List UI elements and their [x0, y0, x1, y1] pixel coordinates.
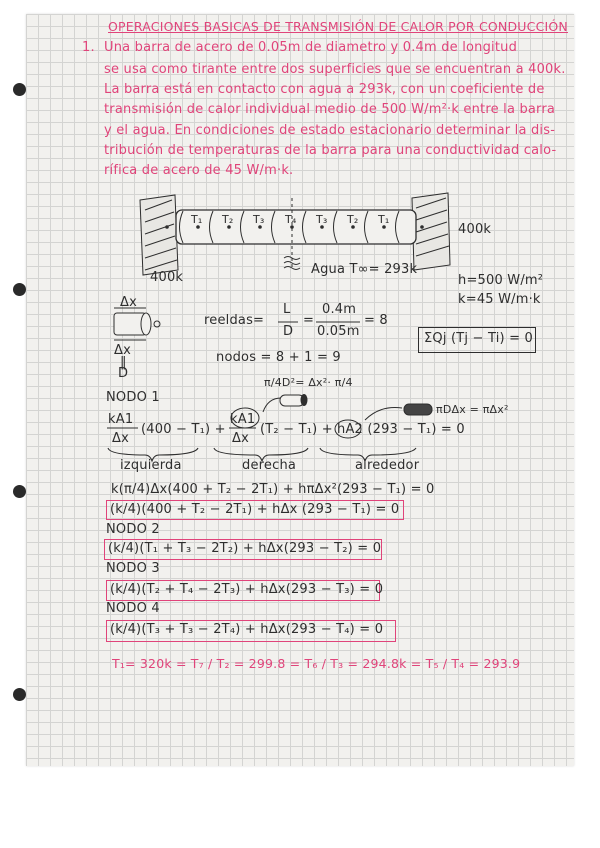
term-denominator: Δx [232, 431, 249, 446]
cells-result: = 8 [364, 313, 388, 328]
problem-line: y el agua. En condiciones de estado estacionario determinar la dis- [104, 123, 556, 138]
dx-label: Δx [114, 343, 131, 358]
node4-heading: NODO 4 [106, 601, 160, 616]
node-label: T₁ [378, 213, 390, 226]
term-numerator: kA1 [230, 412, 256, 427]
problem-line: La barra está en contacto con agua a 293k, con un coeficiente de [104, 82, 545, 97]
term-denominator: Δx [112, 431, 129, 446]
term-body: (T₂ − T₁) + [260, 422, 333, 437]
term-body: hA2 (293 − T₁) = 0 [337, 422, 465, 437]
problem-number: 1. [82, 40, 95, 55]
results-line: T₁= 320k = T₇ / T₂ = 299.8 = T₆ / T₃ = 294.8k = T₅ / T₄ = 293.9 [112, 656, 521, 671]
nodes-count: nodos = 8 + 1 = 9 [216, 350, 341, 365]
node-label: T₄ [285, 213, 297, 226]
node1-equation: (k/4)(400 + T₂ − 2T₁) + hΔx (293 − T₁) = 0 [110, 502, 400, 517]
k-value: k=45 W/m·k [458, 292, 541, 307]
fraction-denominator: 0.05m [317, 324, 360, 339]
left-temperature: 400k [150, 270, 184, 285]
node1-heading: NODO 1 [106, 390, 160, 405]
diameter-label: D [118, 366, 129, 381]
brace-label: alrededor [355, 458, 420, 473]
node3-heading: NODO 3 [106, 561, 160, 576]
problem-line: Una barra de acero de 0.05m de diametro y 0.4m de longitud [104, 40, 518, 55]
node4-equation: (k/4)(T₃ + T₃ − 2T₄) + hΔx(293 − T₄) = 0 [110, 622, 384, 637]
equals-vertical: ‖ [120, 355, 127, 370]
brace-label: derecha [242, 458, 297, 473]
equals-sign: = [303, 313, 315, 328]
dx-label: Δx [120, 295, 137, 310]
sum-formula: ΣQj (Tj − Ti) = 0 [424, 331, 534, 346]
cylinder-element-sketch [114, 308, 160, 340]
right-temperature: 400k [458, 222, 492, 237]
term-numerator: kA1 [108, 412, 134, 427]
cells-label: reeldas= [204, 313, 265, 328]
node-label: T₁ [191, 213, 203, 226]
h-value: h=500 W/m² [458, 273, 544, 288]
water-icon [284, 257, 300, 270]
fraction-numerator: 0.4m [322, 302, 357, 317]
node-label: T₂ [222, 213, 234, 226]
fraction-numerator: L [283, 302, 291, 317]
area-note: π/4D²= Δx²· π/4 [264, 376, 353, 389]
node-label: T₂ [347, 213, 359, 226]
fraction-denominator: D [283, 324, 294, 339]
problem-line: transmisión de calor individual medio de 500 W/m²·k entre la barra [104, 102, 556, 117]
problem-line: tribución de temperaturas de la barra para una conductividad calo- [104, 143, 557, 158]
page-title: OPERACIONES BASICAS DE TRANSMISIÓN DE CALOR POR CONDUCCIÓN [108, 19, 568, 34]
node3-equation: (k/4)(T₂ + T₄ − 2T₃) + hΔx(293 − T₃) = 0 [110, 582, 384, 597]
node2-equation: (k/4)(T₁ + T₃ − 2T₂) + hΔx(293 − T₂) = 0 [108, 541, 382, 556]
problem-line: se usa como tirante entre dos superficies que se encuentran a 400k. [104, 62, 566, 77]
node1-expanded: k(π/4)Δx(400 + T₂ − 2T₁) + hπΔx²(293 − T₁) = 0 [111, 482, 435, 497]
problem-line: rífica de acero de 45 W/m·k. [104, 163, 294, 178]
brace-label: izquierda [120, 458, 182, 473]
area-note: πDΔx = πΔx² [436, 403, 509, 416]
right-wall [412, 193, 450, 270]
node2-heading: NODO 2 [106, 522, 160, 537]
term-body: (400 − T₁) + [141, 422, 226, 437]
node-label: T₃ [316, 213, 328, 226]
left-wall [140, 195, 178, 275]
node-label: T₃ [253, 213, 265, 226]
water-label: Agua T∞= 293k [311, 262, 418, 277]
